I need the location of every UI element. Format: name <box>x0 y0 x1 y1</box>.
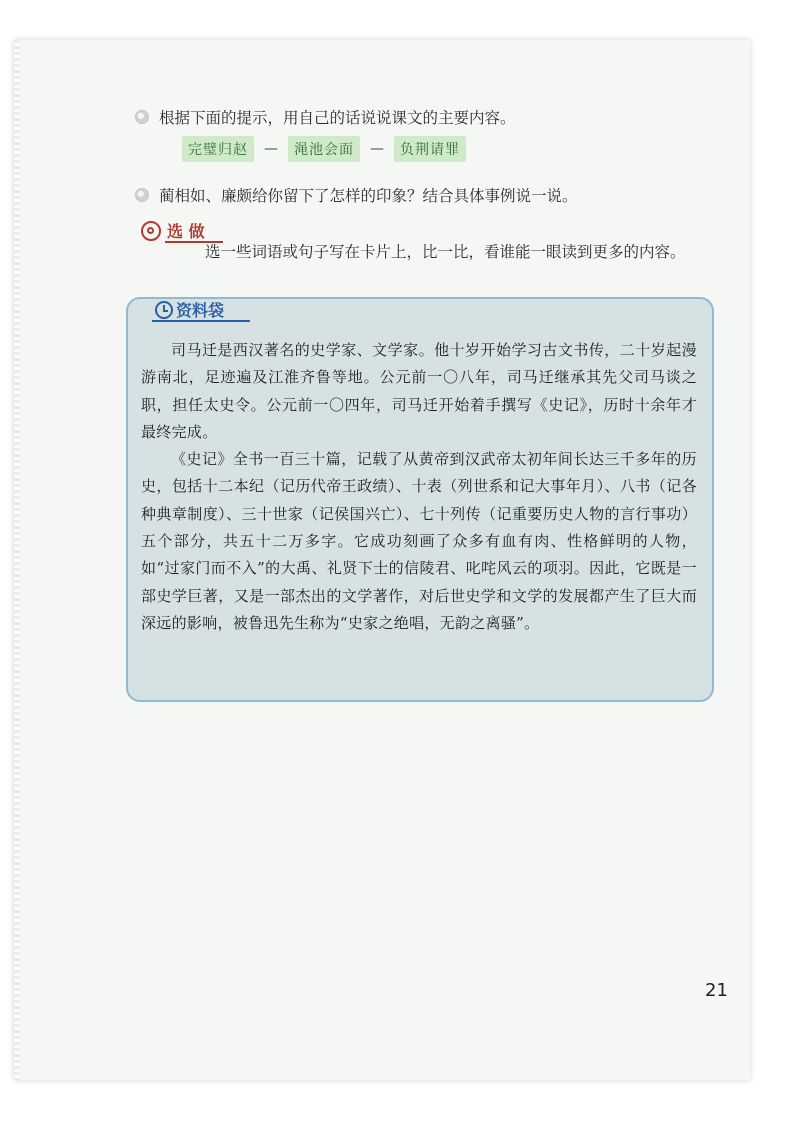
hint-1: 完璧归赵 <box>182 136 254 162</box>
question-1 <box>135 106 516 128</box>
optional-task-text: 选一些词语或句子写在卡片上，比一比，看谁能一眼读到更多的内容。 <box>205 243 686 261</box>
hint-row <box>182 136 466 162</box>
resource-box-body <box>141 337 697 637</box>
resource-paragraph-1: 司马迁是西汉著名的史学家、文学家。他十岁开始学习古文书传，二十岁起漫游南北，足迹遍及江淮齐鲁等地。公元前一〇八年，司马迁继承其先父司马谈之职，担任太史令。公元前一〇四年，司马迁开始着手撰写《史记》，历时十余年才最终完成。 <box>141 341 697 441</box>
resource-box-underline <box>152 320 250 322</box>
clock-icon <box>155 301 173 319</box>
optional-task-label: 选 做 <box>167 222 205 241</box>
optional-task-icon <box>141 221 161 241</box>
question-2 <box>135 184 578 206</box>
optional-task-heading <box>141 219 205 242</box>
hint-2: 渑池会面 <box>288 136 360 162</box>
page-number: 21 <box>705 980 728 1001</box>
resource-box-heading <box>155 298 224 321</box>
hint-dash: — <box>370 141 384 157</box>
hint-3: 负荆请罪 <box>394 136 466 162</box>
resource-box-label: 资料袋 <box>176 301 225 320</box>
question-2-text: 蔺相如、廉颇给你留下了怎样的印象？结合具体事例说一说。 <box>159 187 578 205</box>
question-1-text: 根据下面的提示，用自己的话说说课文的主要内容。 <box>159 109 516 127</box>
hint-dash: — <box>264 141 278 157</box>
bullet-icon <box>135 188 149 202</box>
bullet-icon <box>135 110 149 124</box>
resource-paragraph-2: 《史记》全书一百三十篇，记载了从黄帝到汉武帝太初年间长达三千多年的历史，包括十二本纪（记历代帝王政绩）、十表（列世系和记大事年月）、八书（记各种典章制度）、三十世家（记侯国兴亡）、七十列传（记重要历史人物的言行事功）五个部分，共五十二万多字。它成功刻画了众多有血有肉、性格鲜明的人物，如“过家门而不入”的大禹、礼贤下士的信陵君、叱咤风云的项羽。因此，它既是一部史学巨著，又是一部杰出的文学著作，对后世史学和文学的发展都产生了巨大而深远的影响，被鲁迅先生称为“史家之绝唱，无韵之离骚”。 <box>141 450 697 632</box>
